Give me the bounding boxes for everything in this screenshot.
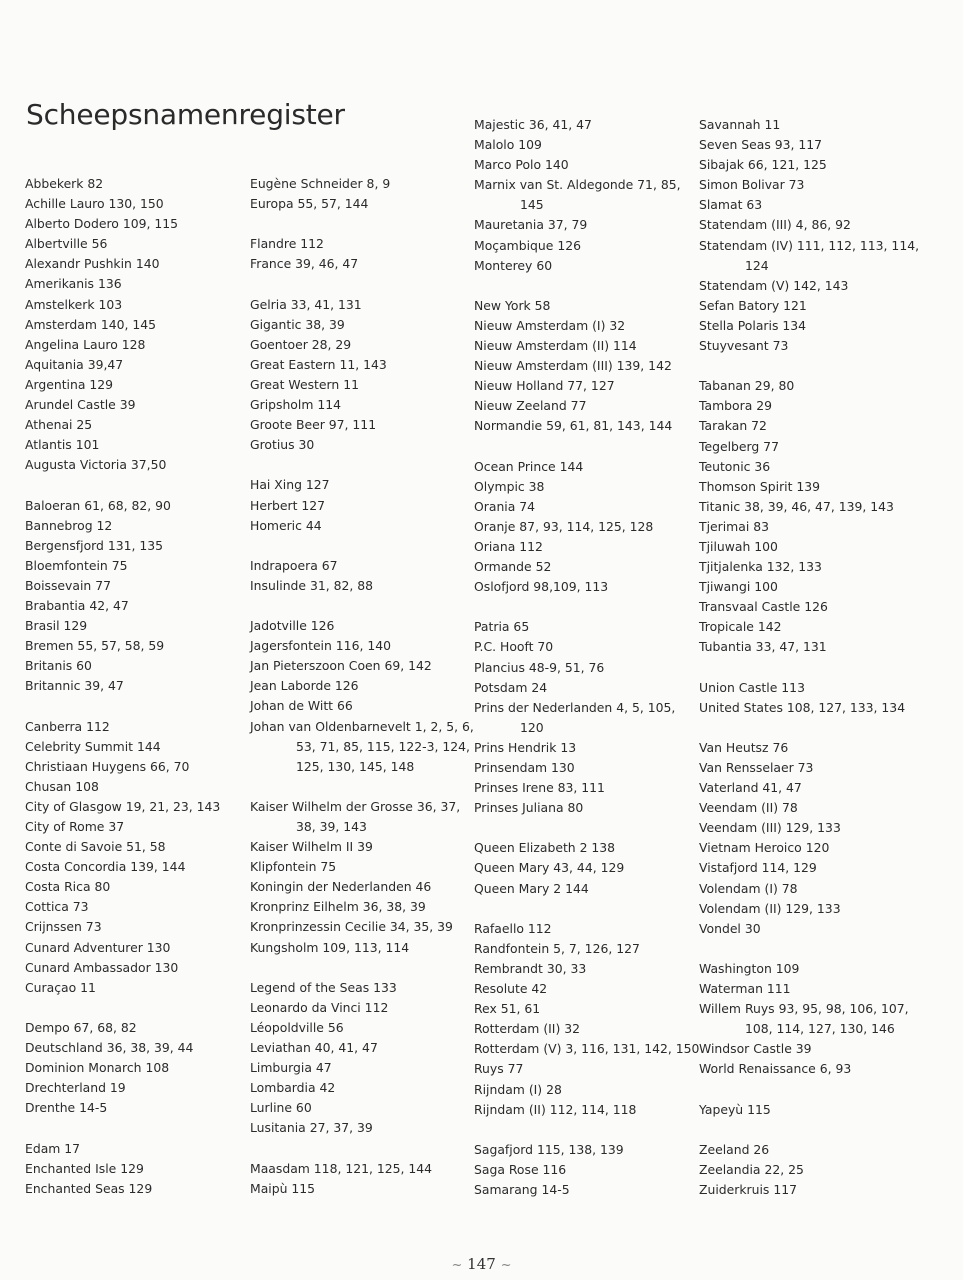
page-title: Scheepsnamenregister xyxy=(26,98,345,131)
index-entry: Tubantia 33, 47, 131 xyxy=(699,639,827,655)
index-entry: Boissevain 77 xyxy=(25,577,111,593)
index-entry: Jagersfontein 116, 140 xyxy=(250,638,391,654)
index-entry: Statendam (IV) 111, 112, 113, 114, xyxy=(699,237,920,253)
index-entry: Indrapoera 67 xyxy=(250,557,338,573)
index-entry: Arundel Castle 39 xyxy=(25,397,136,413)
index-entry: Britanis 60 xyxy=(25,658,92,674)
index-entry: Veendam (III) 129, 133 xyxy=(699,820,841,836)
index-entry: Koningin der Nederlanden 46 xyxy=(250,879,432,895)
index-entry: Jan Pieterszoon Coen 69, 142 xyxy=(250,658,432,674)
group-spacer xyxy=(25,696,250,716)
index-entry: Costa Concordia 139, 144 xyxy=(25,859,186,875)
index-entry: Tambora 29 xyxy=(699,398,773,414)
page-number-dash-right: ~ xyxy=(500,1258,512,1273)
index-entry: Europa 55, 57, 144 xyxy=(250,196,369,212)
group-spacer xyxy=(699,718,924,738)
group-spacer xyxy=(250,214,475,234)
index-entry: P.C. Hooft 70 xyxy=(474,639,554,655)
index-entry: Amerikanis 136 xyxy=(25,276,122,292)
index-entry: Argentina 129 xyxy=(25,376,114,392)
index-entry: Hai Xing 127 xyxy=(250,477,330,493)
index-entry: Grotius 30 xyxy=(250,437,315,453)
index-entry: Kronprinz Eilhelm 36, 38, 39 xyxy=(250,899,426,915)
index-entry: Canberra 112 xyxy=(25,718,110,734)
index-entry: Tarakan 72 xyxy=(699,418,767,434)
index-entry: Bannebrog 12 xyxy=(25,517,113,533)
index-entry: Titanic 38, 39, 46, 47, 139, 143 xyxy=(699,498,894,514)
index-entry: Prins Hendrik 13 xyxy=(474,739,577,755)
index-entry: Stella Polaris 134 xyxy=(699,317,806,333)
index-entry: Waterman 111 xyxy=(699,981,791,997)
index-entry: Bergensfjord 131, 135 xyxy=(25,537,164,553)
index-entry: Sibajak 66, 121, 125 xyxy=(699,157,827,173)
index-entry: Flandre 112 xyxy=(250,236,324,252)
index-entry: Herbert 127 xyxy=(250,497,326,513)
index-entry: Samarang 14-5 xyxy=(474,1181,570,1197)
group-spacer xyxy=(474,276,699,296)
index-column-2 xyxy=(250,174,475,1199)
index-entry: Ocean Prince 144 xyxy=(474,458,584,474)
group-spacer xyxy=(25,475,250,495)
index-entry: Queen Mary 2 144 xyxy=(474,880,589,896)
index-entry: Statendam (V) 142, 143 xyxy=(699,277,849,293)
group-spacer xyxy=(474,597,699,617)
index-entry: Oslofjord 98,109, 113 xyxy=(474,579,609,595)
group-spacer xyxy=(699,1080,924,1100)
index-entry: Normandie 59, 61, 81, 143, 144 xyxy=(474,418,673,434)
index-entry: Limburgia 47 xyxy=(250,1060,332,1076)
index-entry: Randfontein 5, 7, 126, 127 xyxy=(474,940,640,956)
group-spacer xyxy=(699,939,924,959)
index-entry: Van Heutsz 76 xyxy=(699,739,789,755)
index-entry: Rembrandt 30, 33 xyxy=(474,960,587,976)
group-spacer xyxy=(474,899,699,919)
page-number: 147 xyxy=(467,1255,496,1273)
index-entry: World Renaissance 6, 93 xyxy=(699,1061,852,1077)
index-entry: Great Western 11 xyxy=(250,376,359,392)
index-entry: Athenai 25 xyxy=(25,417,93,433)
index-entry: Kungsholm 109, 113, 114 xyxy=(250,939,410,955)
index-entry: Cottica 73 xyxy=(25,899,89,915)
group-spacer xyxy=(250,958,475,978)
index-entry: Brabantia 42, 47 xyxy=(25,597,129,613)
index-entry: Nieuw Amsterdam (I) 32 xyxy=(474,317,626,333)
index-entry: Slamat 63 xyxy=(699,197,763,213)
index-entry: Prinses Juliana 80 xyxy=(474,800,584,816)
index-entry: Ormande 52 xyxy=(474,559,552,575)
index-entry: City of Rome 37 xyxy=(25,819,125,834)
index-entry: Nieuw Zeeland 77 xyxy=(474,398,587,414)
index-entry: Sefan Batory 121 xyxy=(699,297,807,313)
index-entry: Rijndam (I) 28 xyxy=(474,1081,562,1097)
index-entry-continuation: 125, 130, 145, 148 xyxy=(296,758,415,774)
index-entry: Simon Bolivar 73 xyxy=(699,177,805,193)
index-entry: Atlantis 101 xyxy=(25,437,100,453)
index-entry: Legend of the Seas 133 xyxy=(250,979,397,995)
index-entry: Marco Polo 140 xyxy=(474,157,569,173)
index-entry: Johan van Oldenbarnevelt 1, 2, 5, 6, xyxy=(250,718,474,734)
index-entry: Groote Beer 97, 111 xyxy=(250,417,377,433)
group-spacer xyxy=(699,658,924,678)
index-entry: Vistafjord 114, 129 xyxy=(699,860,817,876)
index-entry: Cunard Ambassador 130 xyxy=(25,959,179,975)
group-spacer xyxy=(250,536,475,556)
index-column-3 xyxy=(474,115,699,1200)
index-entry: Jean Laborde 126 xyxy=(250,678,359,694)
index-entry: Dominion Monarch 108 xyxy=(25,1060,170,1076)
index-entry: Union Castle 113 xyxy=(699,679,805,695)
index-entry: Mauretania 37, 79 xyxy=(474,217,588,233)
index-entry: Gripsholm 114 xyxy=(250,397,341,413)
index-entry: Léopoldville 56 xyxy=(250,1019,344,1035)
index-entry: Albertville 56 xyxy=(25,236,108,252)
index-entry: France 39, 46, 47 xyxy=(250,256,359,272)
index-entry: Van Rensselaer 73 xyxy=(699,760,814,775)
index-entry: Enchanted Isle 129 xyxy=(25,1160,144,1176)
group-spacer xyxy=(250,777,475,797)
group-spacer xyxy=(474,1120,699,1140)
index-entry: Tropicale 142 xyxy=(699,619,782,635)
index-entry: Kaiser Wilhelm der Grosse 36, 37, xyxy=(250,798,461,814)
index-entry: Monterey 60 xyxy=(474,257,553,273)
index-entry-continuation: 108, 114, 127, 130, 146 xyxy=(745,1021,895,1037)
index-entry: Savannah 11 xyxy=(699,117,781,132)
index-entry: Amstelkerk 103 xyxy=(25,296,123,312)
index-entry: City of Glasgow 19, 21, 23, 143 xyxy=(25,798,221,814)
index-entry: United States 108, 127, 133, 134 xyxy=(699,699,906,715)
index-entry: Maasdam 118, 121, 125, 144 xyxy=(250,1160,433,1176)
index-entry: Nieuw Holland 77, 127 xyxy=(474,378,615,394)
index-entry: Cunard Adventurer 130 xyxy=(25,939,171,955)
index-entry: Conte di Savoie 51, 58 xyxy=(25,839,166,855)
index-entry: Oriana 112 xyxy=(474,538,543,554)
index-entry: Tabanan 29, 80 xyxy=(699,378,795,394)
index-entry: Deutschland 36, 38, 39, 44 xyxy=(25,1040,194,1056)
index-entry: Yapeyù 115 xyxy=(699,1101,771,1117)
group-spacer xyxy=(250,1139,475,1159)
index-entry: Gigantic 38, 39 xyxy=(250,316,345,332)
index-entry: Maipù 115 xyxy=(250,1180,316,1196)
page-number-dash-left: ~ xyxy=(451,1258,463,1273)
index-entry: Enchanted Seas 129 xyxy=(25,1180,153,1196)
group-spacer xyxy=(250,274,475,294)
index-entry: Kaiser Wilhelm II 39 xyxy=(250,839,373,855)
index-entry: Malolo 109 xyxy=(474,137,542,153)
index-entry: Volendam (II) 129, 133 xyxy=(699,900,841,916)
index-entry-continuation: 124 xyxy=(745,257,769,273)
index-entry: Marnix van St. Aldegonde 71, 85, xyxy=(474,177,681,193)
index-entry: Aquitania 39,47 xyxy=(25,356,124,372)
index-entry: Statendam (III) 4, 86, 92 xyxy=(699,217,851,233)
index-entry: Stuyvesant 73 xyxy=(699,338,789,354)
index-entry: Oranje 87, 93, 114, 125, 128 xyxy=(474,518,654,534)
index-entry: Transvaal Castle 126 xyxy=(699,599,828,615)
index-entry: Tjerimai 83 xyxy=(699,518,769,534)
index-entry-continuation: 120 xyxy=(520,719,544,735)
index-entry: Vondel 30 xyxy=(699,920,761,936)
group-spacer xyxy=(250,596,475,616)
index-entry: Tegelberg 77 xyxy=(699,438,779,454)
group-spacer xyxy=(474,818,699,838)
index-entry: Homeric 44 xyxy=(250,517,322,533)
index-entry: Washington 109 xyxy=(699,960,800,976)
index-entry: Abbekerk 82 xyxy=(25,176,104,191)
index-entry: Zeelandia 22, 25 xyxy=(699,1161,804,1177)
index-entry: Seven Seas 93, 117 xyxy=(699,137,823,153)
index-entry: Resolute 42 xyxy=(474,981,548,997)
index-entry: Nieuw Amsterdam (II) 114 xyxy=(474,338,637,354)
index-entry: Windsor Castle 39 xyxy=(699,1041,812,1057)
index-entry: Prins der Nederlanden 4, 5, 105, xyxy=(474,699,676,715)
index-entry: Vaterland 41, 47 xyxy=(699,780,802,796)
index-entry: Queen Mary 43, 44, 129 xyxy=(474,860,625,876)
index-entry: Drenthe 14-5 xyxy=(25,1100,108,1116)
index-entry-continuation: 38, 39, 143 xyxy=(296,819,367,834)
index-entry: Saga Rose 116 xyxy=(474,1161,567,1177)
index-entry: Eugène Schneider 8, 9 xyxy=(250,176,391,191)
index-entry: Rijndam (II) 112, 114, 118 xyxy=(474,1101,637,1117)
index-entry: Lusitania 27, 37, 39 xyxy=(250,1120,373,1136)
index-entry: Potsdam 24 xyxy=(474,679,548,695)
index-entry: Tjiluwah 100 xyxy=(699,538,778,554)
index-entry: Leviathan 40, 41, 47 xyxy=(250,1040,378,1056)
index-entry: Nieuw Amsterdam (III) 139, 142 xyxy=(474,358,672,374)
index-entry: Olympic 38 xyxy=(474,478,545,494)
group-spacer xyxy=(699,356,924,376)
index-entry: Leonardo da Vinci 112 xyxy=(250,999,389,1015)
index-entry: Zuiderkruis 117 xyxy=(699,1181,797,1197)
group-spacer xyxy=(474,437,699,457)
index-entry: Rotterdam (II) 32 xyxy=(474,1021,580,1037)
index-entry: Lurline 60 xyxy=(250,1100,312,1116)
index-entry: Lombardia 42 xyxy=(250,1080,336,1096)
index-entry: Teutonic 36 xyxy=(699,458,771,474)
index-entry: Curaçao 11 xyxy=(25,979,96,995)
index-entry: Great Eastern 11, 143 xyxy=(250,356,387,372)
index-entry: Edam 17 xyxy=(25,1140,81,1156)
index-entry: Alberto Dodero 109, 115 xyxy=(25,216,179,232)
index-entry: Plancius 48-9, 51, 76 xyxy=(474,659,605,675)
index-entry: Patria 65 xyxy=(474,619,530,635)
index-entry: Volendam (I) 78 xyxy=(699,880,798,896)
index-entry: Gelria 33, 41, 131 xyxy=(250,296,362,312)
index-entry: Prinses Irene 83, 111 xyxy=(474,780,605,796)
index-entry: Celebrity Summit 144 xyxy=(25,738,161,754)
index-column-1 xyxy=(25,174,250,1199)
index-entry: Prinsendam 130 xyxy=(474,760,575,775)
index-entry: Queen Elizabeth 2 138 xyxy=(474,840,616,856)
index-entry: Kronprinzessin Cecilie 34, 35, 39 xyxy=(250,919,453,935)
group-spacer xyxy=(250,455,475,475)
index-entry: Thomson Spirit 139 xyxy=(699,478,821,494)
index-entry-continuation: 145 xyxy=(520,197,544,213)
index-entry: Amsterdam 140, 145 xyxy=(25,316,157,332)
index-entry: Veendam (II) 78 xyxy=(699,800,798,816)
index-entry: Orania 74 xyxy=(474,498,536,514)
index-entry: Drechterland 19 xyxy=(25,1080,126,1096)
index-entry: Sagafjord 115, 138, 139 xyxy=(474,1141,624,1157)
index-entry: New York 58 xyxy=(474,297,551,313)
index-entry: Moçambique 126 xyxy=(474,237,581,253)
index-entry: Rotterdam (V) 3, 116, 131, 142, 150 xyxy=(474,1041,700,1057)
index-entry: Jadotville 126 xyxy=(250,618,335,634)
page-footer xyxy=(0,1255,963,1273)
index-entry: Brasil 129 xyxy=(25,618,88,634)
group-spacer xyxy=(699,1120,924,1140)
index-entry: Achille Lauro 130, 150 xyxy=(25,196,164,212)
index-entry: Majestic 36, 41, 47 xyxy=(474,117,592,132)
index-entry: Chusan 108 xyxy=(25,778,99,794)
index-entry: Augusta Victoria 37,50 xyxy=(25,457,167,473)
index-entry: Dempo 67, 68, 82 xyxy=(25,1019,137,1035)
index-entry-continuation: 53, 71, 85, 115, 122-3, 124, xyxy=(296,738,470,754)
index-entry: Insulinde 31, 82, 88 xyxy=(250,577,374,593)
index-entry: Ruys 77 xyxy=(474,1061,524,1077)
index-entry: Willem Ruys 93, 95, 98, 106, 107, xyxy=(699,1001,909,1017)
index-entry: Baloeran 61, 68, 82, 90 xyxy=(25,497,171,513)
index-entry: Zeeland 26 xyxy=(699,1141,770,1157)
group-spacer xyxy=(25,1118,250,1138)
index-entry: Britannic 39, 47 xyxy=(25,678,124,694)
index-entry: Klipfontein 75 xyxy=(250,859,337,875)
index-entry: Bloemfontein 75 xyxy=(25,557,128,573)
index-entry: Bremen 55, 57, 58, 59 xyxy=(25,638,165,654)
index-entry: Goentoer 28, 29 xyxy=(250,336,352,352)
index-entry: Johan de Witt 66 xyxy=(250,698,353,714)
index-entry: Costa Rica 80 xyxy=(25,879,111,895)
index-entry: Alexandr Pushkin 140 xyxy=(25,256,160,272)
index-column-4 xyxy=(699,115,924,1200)
index-entry: Rex 51, 61 xyxy=(474,1001,541,1017)
index-entry: Christiaan Huygens 66, 70 xyxy=(25,758,190,774)
index-entry: Vietnam Heroico 120 xyxy=(699,840,830,856)
index-entry: Tjitjalenka 132, 133 xyxy=(699,559,822,575)
group-spacer xyxy=(25,998,250,1018)
index-entry: Tjiwangi 100 xyxy=(699,579,778,595)
index-entry: Angelina Lauro 128 xyxy=(25,336,146,352)
index-entry: Crijnssen 73 xyxy=(25,919,102,935)
index-entry: Rafaello 112 xyxy=(474,920,552,936)
